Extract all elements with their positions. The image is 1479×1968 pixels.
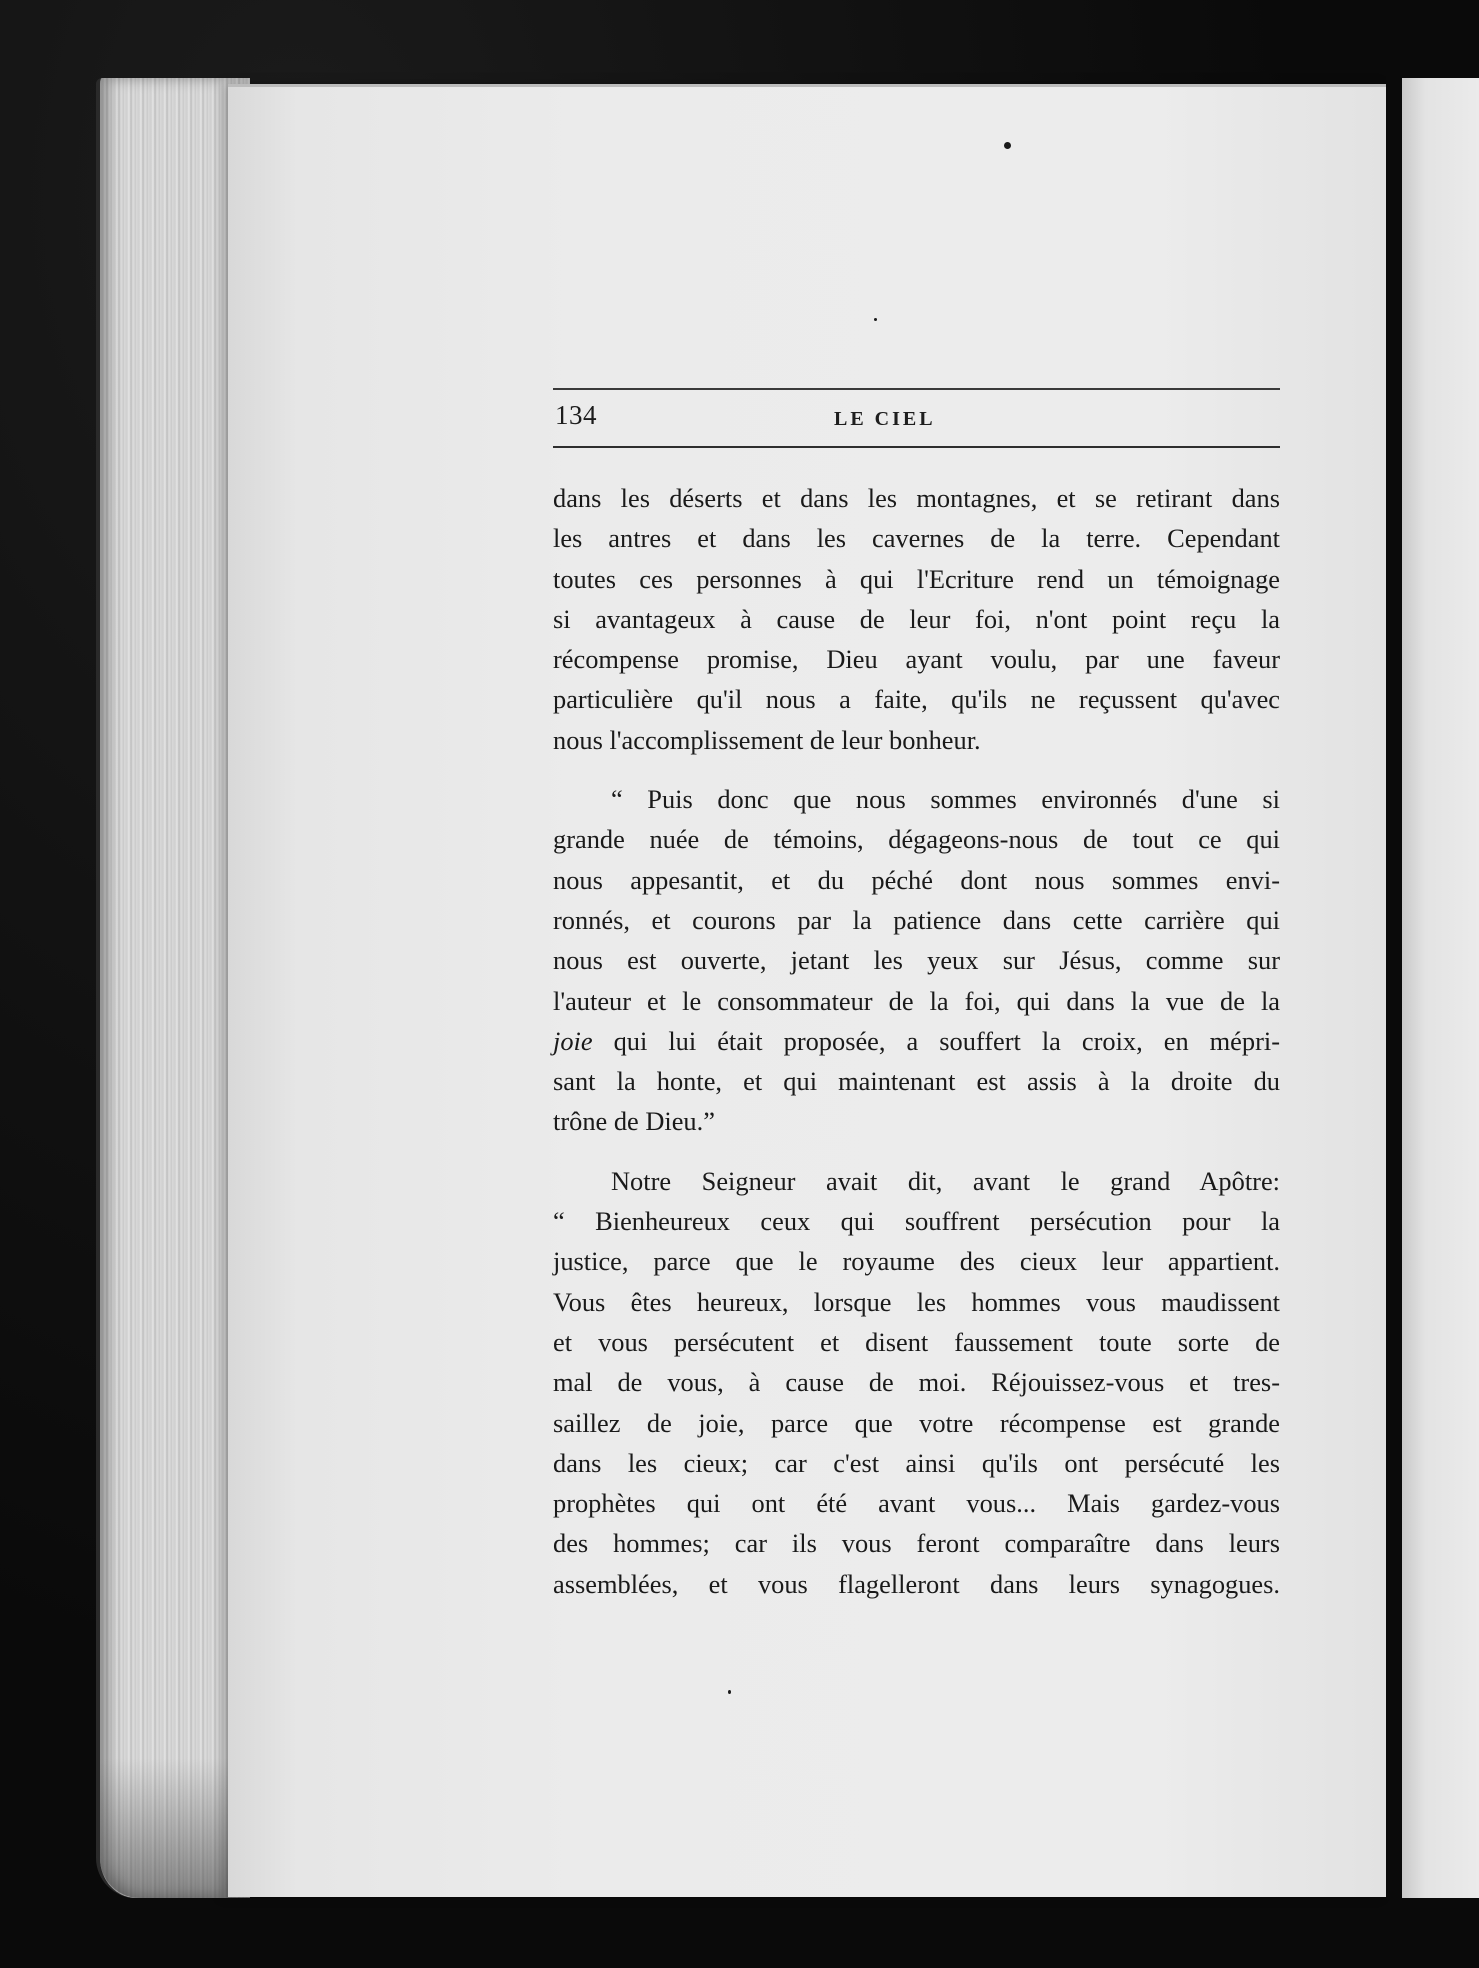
text-line: si avantageux à cause de leur foi, n'ont point reçu la (553, 603, 1280, 634)
text-line: récompense promise, Dieu ayant voulu, par une faveur (553, 644, 1280, 675)
text-line: Notre Seigneur avait dit, avant le grand Apôtre: (611, 1165, 1280, 1196)
header-rule-bottom (553, 446, 1280, 448)
text-line: nous appesantit, et du péché dont nous sommes envi- (553, 864, 1280, 895)
text-line: nous l'accomplissement de leur bonheur. (553, 724, 981, 755)
text-line: ronnés, et courons par la patience dans cette carrière qui (553, 904, 1280, 935)
text-line: sant la honte, et qui maintenant est assis à la droite du (553, 1066, 1280, 1097)
text-line: toutes ces personnes à qui l'Ecriture rend un témoignage (553, 563, 1280, 594)
text-line: des hommes; car ils vous feront comparaître dans leurs (553, 1528, 1280, 1559)
book-gutter (1386, 70, 1402, 1900)
text-line: saillez de joie, parce que votre récompense est grande (553, 1407, 1280, 1438)
text-line: dans les cieux; car c'est ainsi qu'ils ont persécuté les (553, 1447, 1280, 1478)
page-number: 134 (555, 400, 597, 430)
italic-word: joie (553, 1025, 593, 1056)
text-line: prophètes qui ont été avant vous... Mais gardez-vous (553, 1488, 1280, 1519)
text-line: Vous êtes heureux, lorsque les hommes vous maudissent (553, 1286, 1280, 1317)
text-line: “ Bienheureux ceux qui souffrent persécution pour la (553, 1206, 1280, 1237)
text-line: “ Puis donc que nous sommes environnés d'une si (611, 784, 1280, 815)
ink-speck (874, 318, 877, 321)
paragraph-3 (553, 1161, 1280, 1604)
text-line: particulière qu'il nous a faite, qu'ils ne reçussent qu'avec (553, 684, 1280, 715)
text-line: grande nuée de témoins, dégageons-nous de tout ce qui (553, 824, 1280, 855)
text-line: assemblées, et vous flagelleront dans leurs synagogues. (553, 1568, 1280, 1599)
text-line-with-italic (553, 1021, 1280, 1061)
next-page-edge (1402, 78, 1479, 1898)
text-line: justice, parce que le royaume des cieux leur appartient. (553, 1246, 1280, 1277)
body-text (553, 478, 1280, 1623)
book-page-edges (96, 78, 250, 1898)
ink-speck (1004, 142, 1011, 149)
running-title: LE CIEL (834, 408, 936, 430)
text-line: nous est ouverte, jetant les yeux sur Jésus, comme sur (553, 945, 1280, 976)
header-rule-top (553, 388, 1280, 390)
text-line-rest: qui lui était proposée, a souffert la croix, en mépri- (592, 1025, 1280, 1056)
paragraph-1 (553, 478, 1280, 760)
ink-speck (728, 1690, 731, 1694)
text-line: et vous persécutent et disent faussement toute sorte de (553, 1326, 1280, 1357)
text-line: les antres et dans les cavernes de la terre. Cependant (553, 523, 1280, 554)
text-line: dans les déserts et dans les montagnes, et se retirant dans (553, 483, 1280, 513)
text-line: l'auteur et le consommateur de la foi, qui dans la vue de la (553, 985, 1280, 1016)
text-line: mal de vous, à cause de moi. Réjouissez-vous et tres- (553, 1367, 1280, 1398)
paragraph-2 (553, 779, 1280, 1142)
text-line: trône de Dieu.” (553, 1106, 715, 1137)
